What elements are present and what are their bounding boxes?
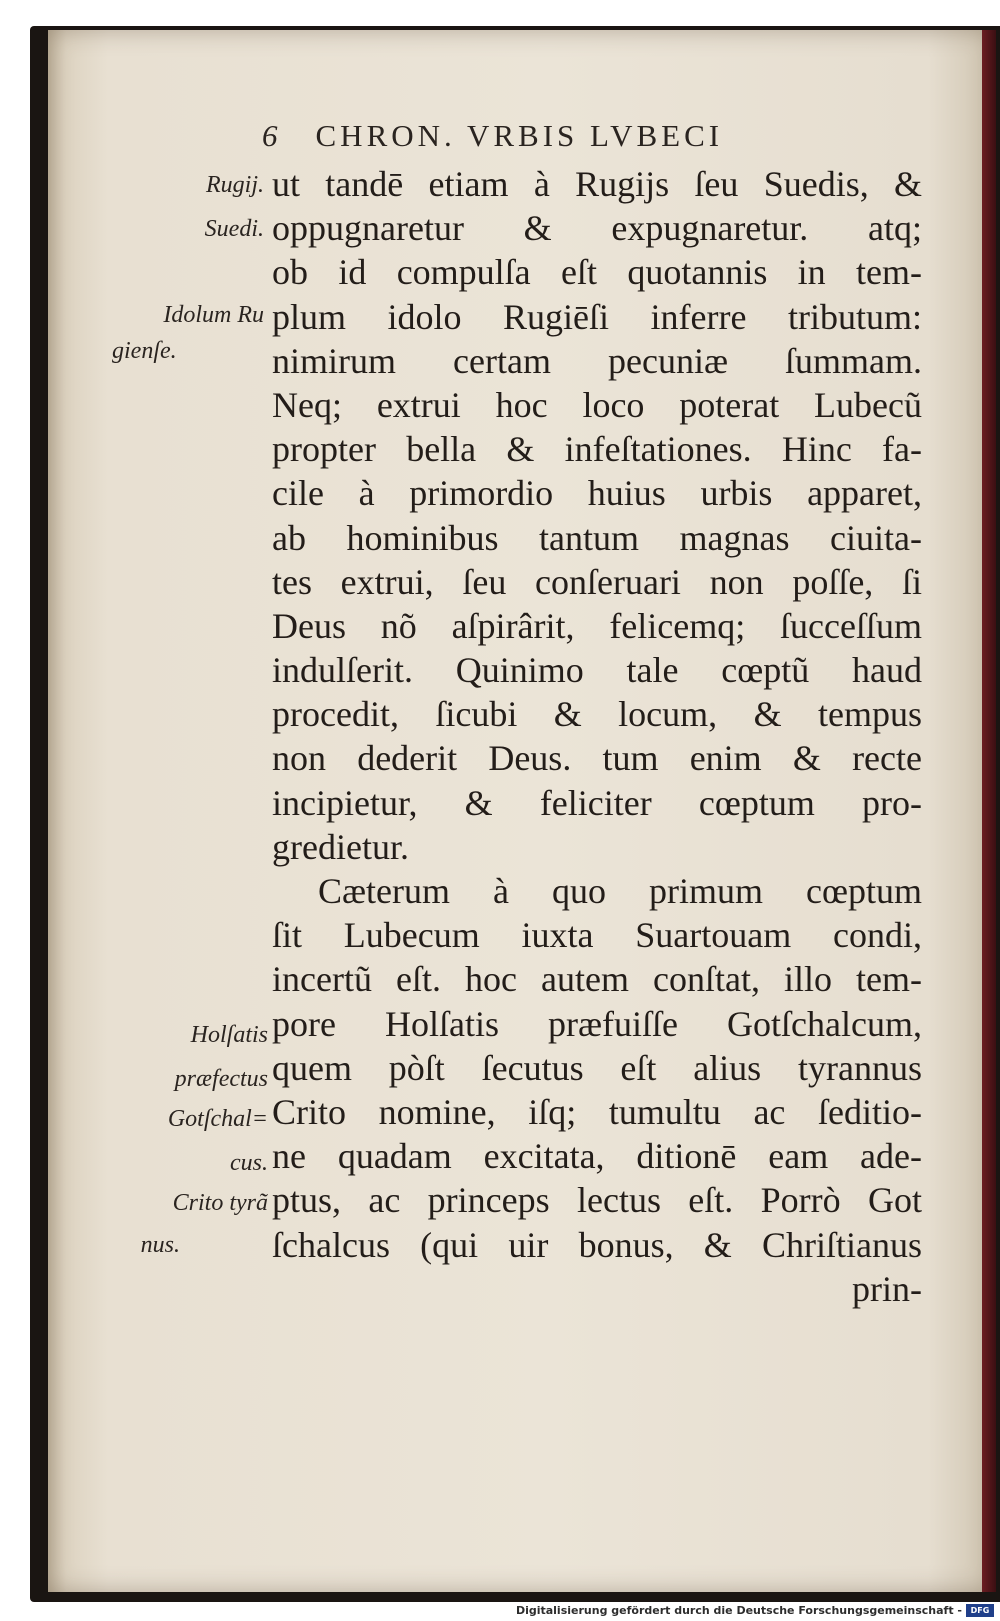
text-line: ab hominibus tantum magnas ciuita- — [272, 517, 922, 558]
running-head — [262, 118, 882, 154]
marginal-note: Rugij. — [206, 172, 264, 198]
text-line: ſit Lubecum iuxta Suartouam condi, — [272, 915, 922, 956]
text-line: Cæterum à quo primum cœptum — [318, 871, 922, 911]
text-line: oppugnaretur & expugnaretur. atq; — [272, 208, 922, 249]
text-line: cile à primordio huius urbis apparet, — [272, 473, 922, 514]
text-line: procedit, ſicubi & locum, & tempus — [272, 694, 922, 735]
text-line: non dederit Deus. tum enim & recte — [272, 738, 922, 779]
page-edge-binding — [982, 30, 996, 1592]
marginal-note: Holſatis — [190, 1022, 268, 1048]
catchword: prin- — [852, 1268, 922, 1309]
text-line: ob id compulſa eſt quotannis in tem- — [272, 252, 922, 293]
marginal-note: gienſe. — [112, 338, 177, 364]
marginal-note: nus. — [140, 1232, 180, 1258]
marginal-note: Suedi. — [204, 216, 264, 242]
text-line: pore Holſatis præfuiſſe Gotſchalcum, — [272, 1003, 922, 1044]
marginal-note: Idolum Ru — [163, 302, 264, 328]
marginal-note: Gotſchal= — [167, 1106, 268, 1132]
text-line: plum idolo Rugiēſi inferre tributum: — [272, 296, 922, 337]
running-title: CHRON. VRBIS LVBECI — [315, 118, 724, 153]
text-line: Crito nomine, iſq; tumultu ac ſeditio- — [272, 1091, 922, 1132]
marginal-note: cus. — [230, 1150, 268, 1176]
text-line: ne quadam excitata, ditionē eam ade- — [272, 1136, 922, 1177]
text-line: Neq; extrui hoc loco poterat Lubecũ — [272, 384, 922, 425]
text-line: incertũ eſt. hoc autem conſtat, illo tem- — [272, 959, 922, 1000]
text-line: nimirum certam pecuniæ ſummam. — [272, 340, 922, 381]
text-line: quem pòſt ſecutus eſt alius tyrannus — [272, 1047, 922, 1088]
marginal-note: Crito tyrã — [172, 1190, 268, 1216]
marginal-note: præfectus — [174, 1066, 268, 1092]
text-line: Deus nõ aſpirârit, felicemq; ſucceſſum — [272, 605, 922, 646]
page-number: 6 — [262, 118, 282, 153]
body-text — [272, 162, 922, 1311]
text-line: ſchalcus (qui uir bonus, & Chriſtianus — [272, 1224, 922, 1265]
text-line: propter bella & infeſtationes. Hinc fa- — [272, 429, 922, 470]
dfg-logo: DFG — [966, 1604, 994, 1617]
text-line: gredietur. — [272, 826, 409, 867]
text-line: indulſerit. Quinimo tale cœptũ haud — [272, 650, 922, 691]
text-line: ut tandē etiam à Rugijs ſeu Suedis, & — [272, 164, 922, 204]
text-line: tes extrui, ſeu conſeruari non poſſe, ſi — [272, 561, 922, 602]
text-line: ptus, ac princeps lectus eſt. Porrò Got — [272, 1180, 922, 1221]
text-line: incipietur, & feliciter cœptum pro- — [272, 782, 922, 823]
funding-credit: Digitalisierung gefördert durch die Deutsche Forschungsgemeinschaft - — [515, 1604, 962, 1617]
